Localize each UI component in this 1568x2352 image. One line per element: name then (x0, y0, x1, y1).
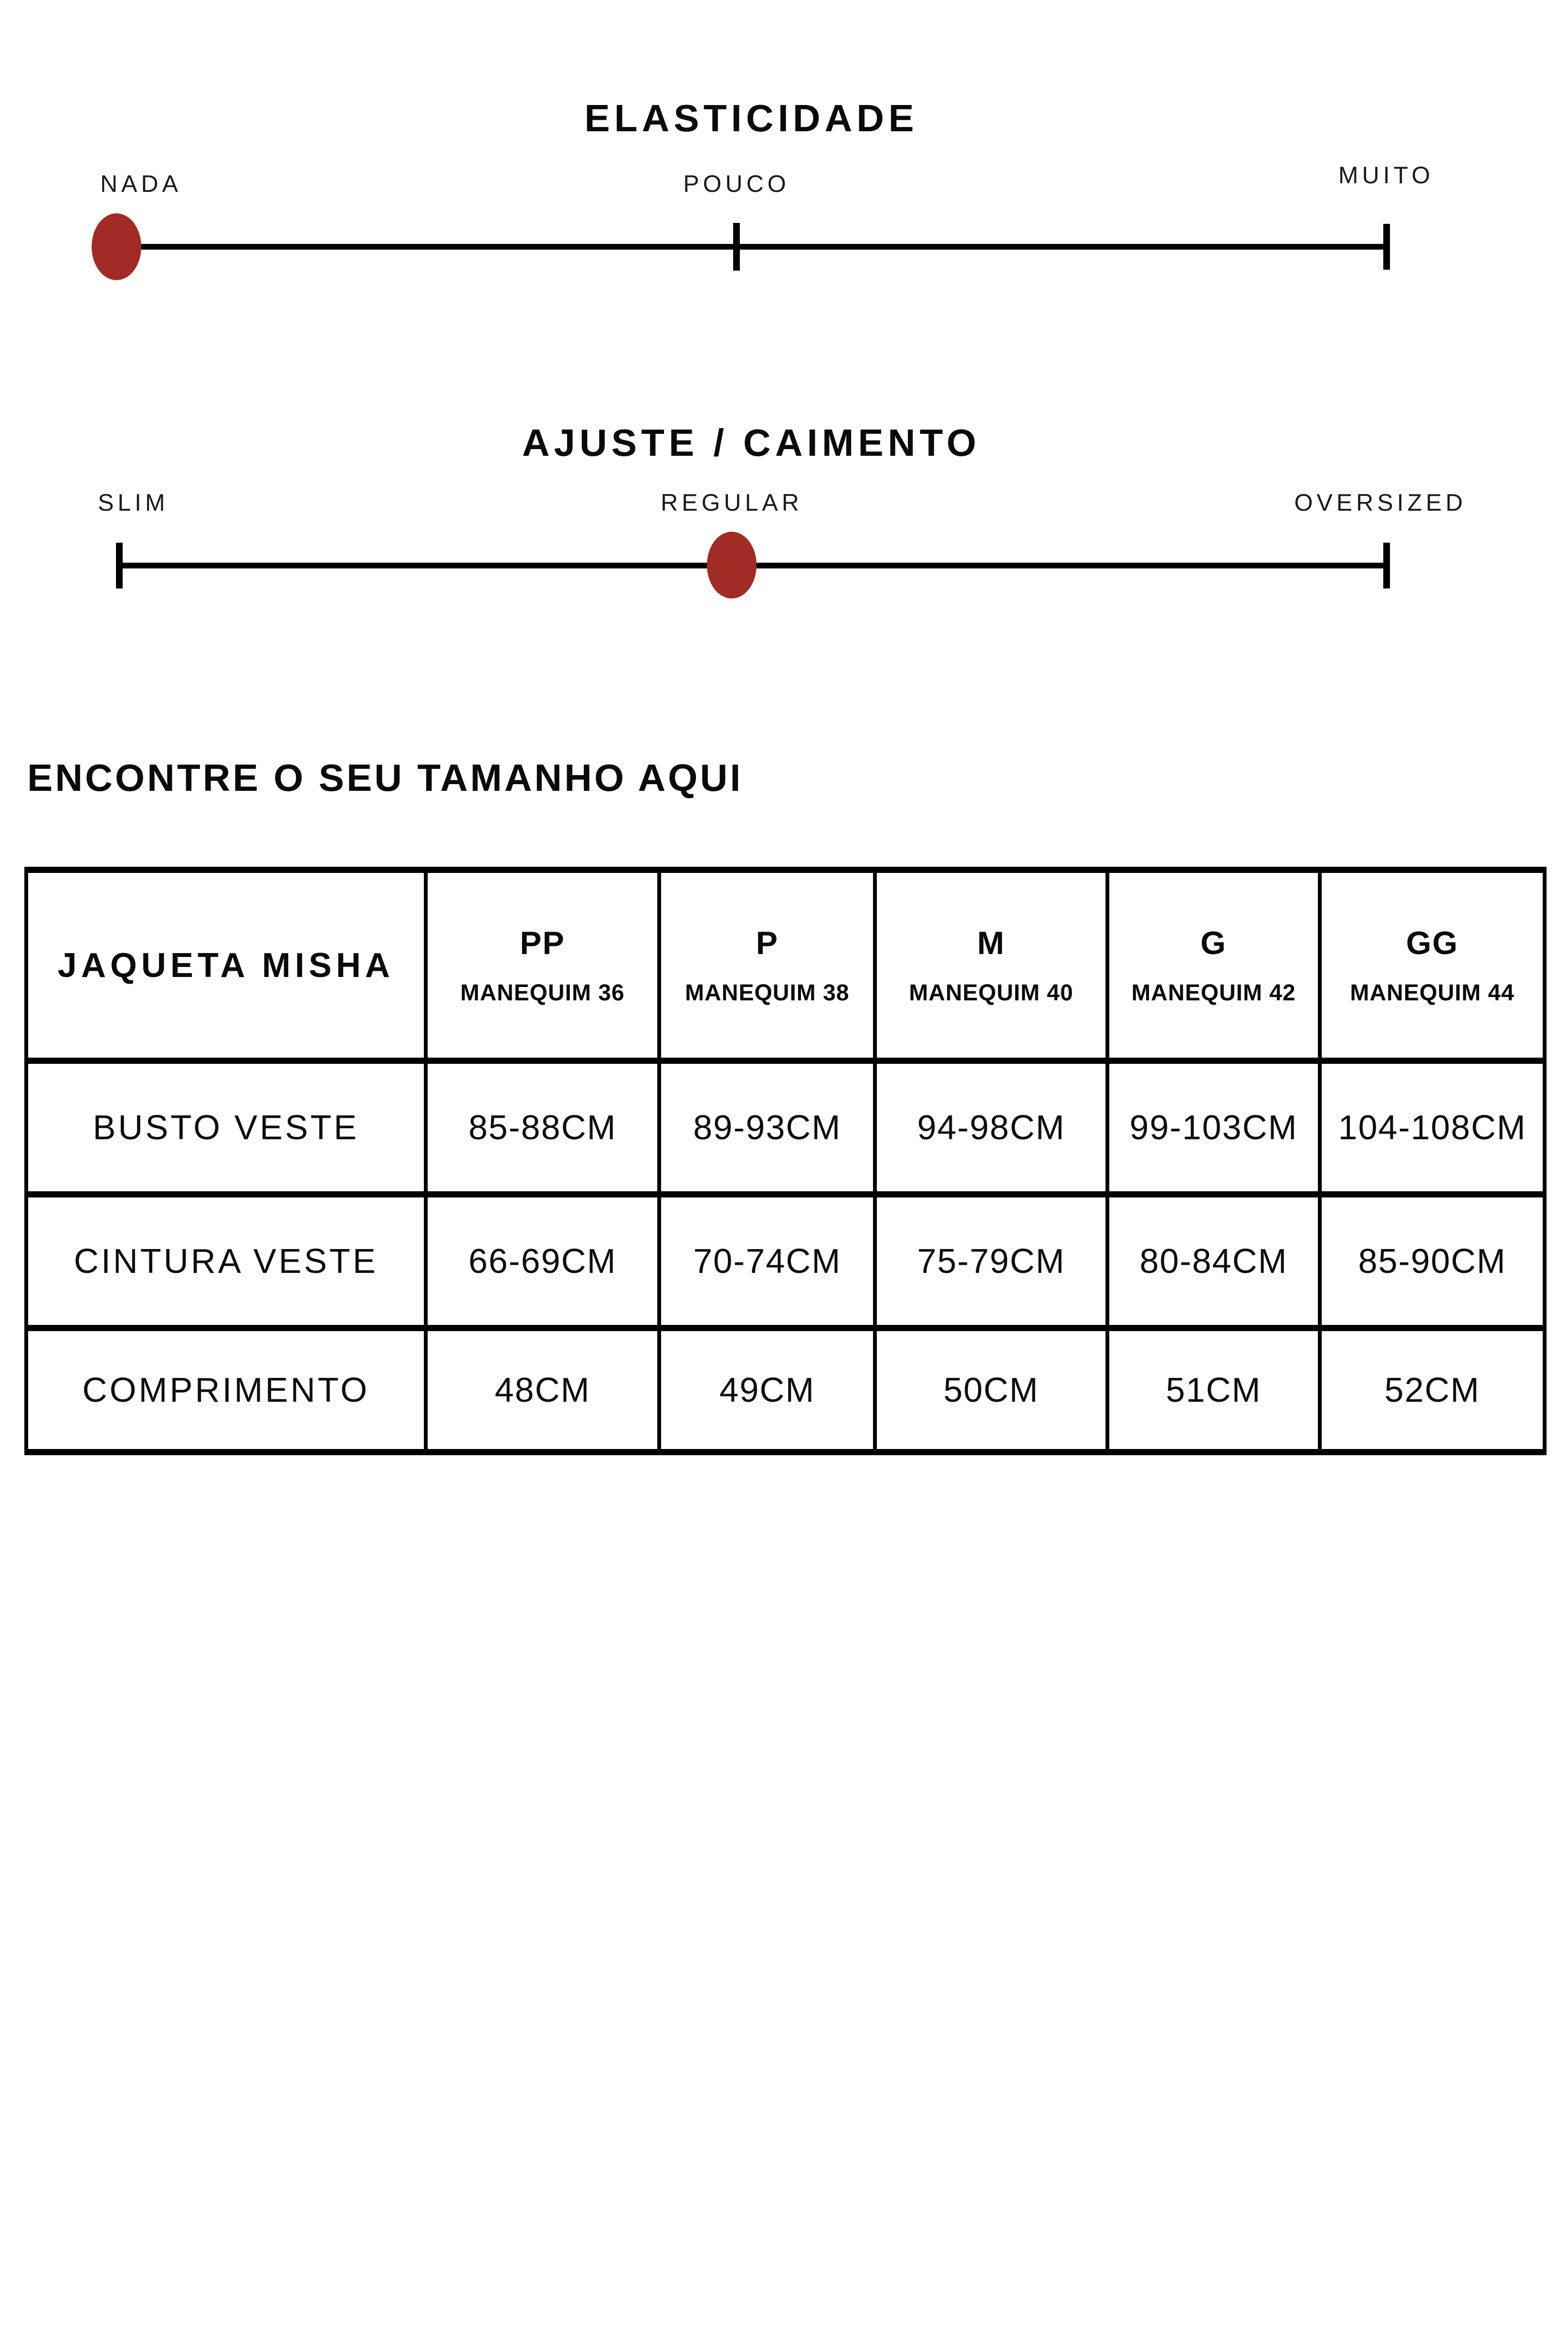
size-guide-heading: ENCONTRE O SEU TAMANHO AQUI (27, 756, 743, 799)
table-header-row (26, 870, 1545, 1061)
product-name-cell (26, 870, 426, 1061)
mannequin-label: MANEQUIM 40 (909, 980, 1073, 1006)
row-label: BUSTO VESTE (26, 1061, 426, 1195)
elasticity-label-end: MUITO (1338, 162, 1434, 189)
measure-cell: 89-93CM (659, 1061, 875, 1195)
measure-cell: 80-84CM (1107, 1195, 1320, 1328)
measure-cell: 66-69CM (426, 1195, 660, 1328)
elasticity-mid-tick (733, 223, 740, 271)
table-row-busto (26, 1061, 1545, 1195)
mannequin-label: MANEQUIM 42 (1131, 980, 1296, 1006)
fit-label-start: SLIM (98, 489, 169, 516)
elasticity-end-tick (1383, 224, 1390, 270)
elasticity-label-start: NADA (100, 170, 182, 197)
mannequin-label: MANEQUIM 44 (1350, 980, 1515, 1006)
measure-cell: 52CM (1320, 1328, 1545, 1452)
size-code: M (977, 925, 1005, 961)
fit-marker-dot (707, 532, 757, 598)
elasticity-marker-dot (92, 213, 141, 280)
size-header-cell-pp (426, 870, 660, 1061)
mannequin-label: MANEQUIM 38 (685, 980, 850, 1006)
fit-label-end: OVERSIZED (1294, 489, 1467, 516)
measure-cell: 104-108CM (1320, 1061, 1545, 1195)
measure-cell: 85-88CM (426, 1061, 660, 1195)
measure-cell: 70-74CM (659, 1195, 875, 1328)
measure-cell: 99-103CM (1107, 1061, 1320, 1195)
product-name: JAQUETA MISHA (57, 946, 394, 985)
table-row-cintura (26, 1195, 1545, 1328)
fit-start-tick (116, 543, 123, 588)
size-code: GG (1406, 925, 1459, 961)
size-code: P (756, 925, 779, 961)
size-header-cell-p (659, 870, 875, 1061)
measure-cell: 48CM (426, 1328, 660, 1452)
size-header-cell-gg (1320, 870, 1545, 1061)
size-code: G (1200, 925, 1227, 961)
measure-cell: 94-98CM (875, 1061, 1107, 1195)
fit-title: AJUSTE / CAIMENTO (522, 421, 981, 464)
measure-cell: 85-90CM (1320, 1195, 1545, 1328)
measure-cell: 51CM (1107, 1328, 1320, 1452)
size-table (24, 867, 1547, 1455)
measure-cell: 50CM (875, 1328, 1107, 1452)
fit-label-mid: REGULAR (661, 489, 803, 516)
measure-cell: 49CM (659, 1328, 875, 1452)
size-header-cell-g (1107, 870, 1320, 1061)
mannequin-label: MANEQUIM 36 (460, 980, 625, 1006)
fit-end-tick (1383, 543, 1390, 588)
elasticity-title: ELASTICIDADE (584, 97, 918, 139)
row-label: COMPRIMENTO (26, 1328, 426, 1452)
row-label: CINTURA VESTE (26, 1195, 426, 1328)
elasticity-label-mid: POUCO (683, 170, 790, 197)
size-code: PP (520, 925, 565, 961)
size-header-cell-m (875, 870, 1107, 1061)
elasticity-track (116, 244, 1386, 250)
table-row-comprimento (26, 1328, 1545, 1452)
measure-cell: 75-79CM (875, 1195, 1107, 1328)
